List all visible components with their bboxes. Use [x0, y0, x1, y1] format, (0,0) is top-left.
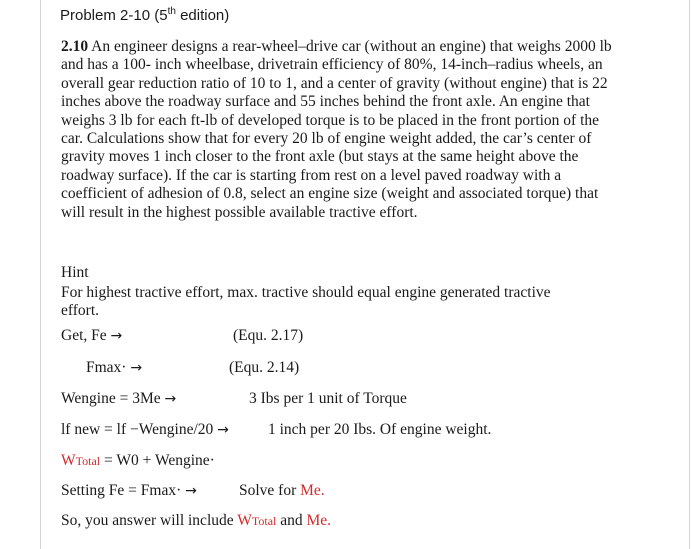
hint-label: Hint [61, 264, 89, 281]
problem-heading: Problem 2-10 (5th edition) [60, 6, 230, 24]
arrow-icon: → [217, 422, 229, 438]
problem-text: An engineer designs a rear-wheel–drive car (without an engine) that weighs 2000 lb and has a 100- inch wheelbase, drivetrain efficiency of 80%, 14-inch–radius wheels, an overall gear reduction ratio of 10 to 1, and a center of gravity (without engine) that is 22 inches above the roadway surface and 55 inches behind the front axle. An engine that weighs 3 lb for each ft-lb of developed torque is to be placed in the front portion of the car. Calculations show that for every 20 lb of engine weight added, the car’s center of gravity moves 1 inch closer to the front axle (but stays at the same height above the roadway surface). If the car is starting from rest on a level paved roadway with a coefficient of adhesion of 0.8, select an engine size (weight and associated torque) that will result in the highest possible available tractive effort. [61, 38, 612, 221]
wtotal-equation: WTotal = W0 + Wengine· [61, 452, 215, 469]
arrow-icon: → [130, 360, 143, 376]
arrow-icon: → [185, 483, 197, 499]
fe-left: Get, Fe → [61, 327, 123, 344]
fmax-right: (Equ. 2.14) [229, 359, 300, 376]
fe-right: (Equ. 2.17) [233, 327, 304, 344]
arrow-icon: → [110, 328, 123, 344]
lf-left: lf new = lf −Wengine/20 → [61, 421, 229, 438]
wengine-left: Wengine = 3Me → [61, 390, 177, 407]
setting-left: Setting Fe = Fmax· → [61, 482, 197, 499]
hint-line-1: For highest tractive effort, max. tractive should equal engine generated tractive [61, 284, 551, 301]
problem-statement [61, 38, 621, 222]
lf-right: 1 inch per 20 Ibs. Of engine weight. [268, 421, 492, 438]
setting-right: Solve for Me. [239, 482, 325, 499]
arrow-icon: → [164, 391, 177, 407]
hint-line-2: effort. [61, 302, 100, 319]
answer-line: So, you answer will include WTotal and Me. [61, 512, 332, 529]
problem-number: 2.10 [61, 38, 89, 55]
wengine-right: 3 Ibs per 1 unit of Torque [249, 390, 407, 407]
fmax-left: Fmax· → [86, 359, 143, 376]
